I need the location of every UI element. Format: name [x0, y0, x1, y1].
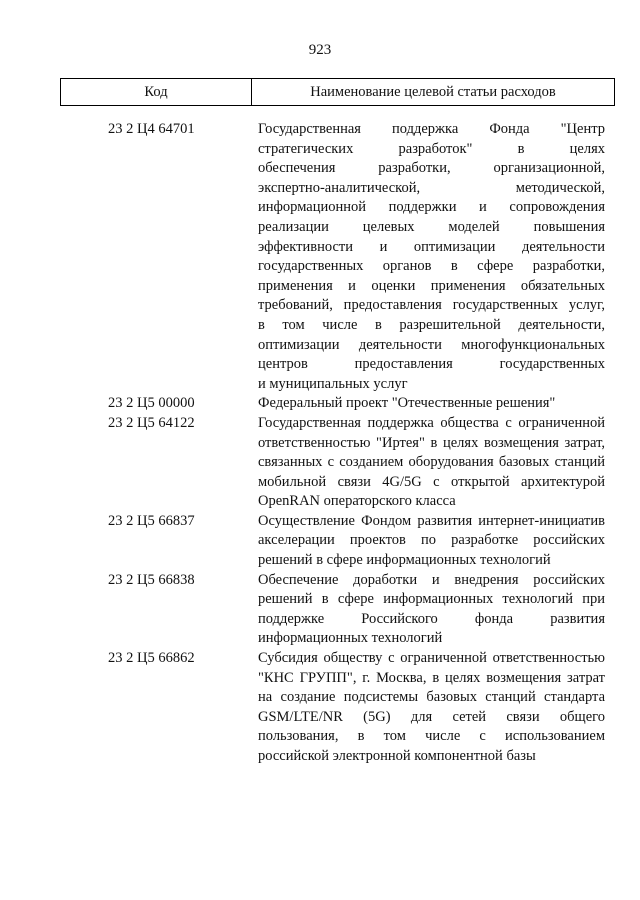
- row-code: 23 2 Ц4 64701: [108, 121, 195, 137]
- description-line: Государственная поддержка общества с ограниченной: [258, 414, 605, 431]
- description-line: экспертно-аналитической, методической,: [258, 179, 605, 196]
- row-code: 23 2 Ц5 66838: [108, 571, 195, 588]
- description-line: решений в сфере информационных технологий при: [258, 591, 605, 608]
- description-line: решений в сфере информационных технологий: [258, 552, 551, 569]
- column-header-name: Наименование целевой статьи расходов: [310, 84, 556, 100]
- table-row: [0, 571, 640, 649]
- description-line: мобильной связи 4G/5G с открытой архитектурой: [258, 473, 605, 490]
- description-line: оптимизации деятельности многофункциональных: [258, 336, 605, 353]
- description-line: государственных органов в сфере разработки,: [258, 258, 605, 275]
- description-line: стратегических разработок" в целях: [258, 140, 605, 157]
- table-row: [0, 649, 640, 767]
- description-line: обеспечения разработки, организационной,: [258, 160, 605, 177]
- description-line: на создание подсистемы базовых станций стандарта: [258, 689, 605, 706]
- row-code: 23 2 Ц5 64122: [108, 414, 195, 431]
- table-row: [0, 414, 640, 512]
- description-line: информационных технологий: [258, 630, 443, 647]
- row-description: [258, 512, 605, 571]
- row-description: [258, 571, 605, 649]
- row-description: [258, 414, 605, 512]
- description-line: OpenRAN операторского класса: [258, 493, 456, 510]
- description-line: Федеральный проект "Отечественные решения": [258, 395, 556, 412]
- description-line: связанных с созданием оборудования базовых станций: [258, 454, 605, 471]
- description-line: эффективности и оптимизации деятельности: [258, 238, 605, 255]
- description-line: пользования, в том числе с использованием: [258, 728, 605, 745]
- table-body: [0, 120, 640, 767]
- description-line: центров предоставления государственных: [258, 356, 605, 373]
- row-code: 23 2 Ц5 66862: [108, 650, 195, 667]
- description-line: GSM/LTE/NR (5G) для сетей связи общего: [258, 708, 605, 725]
- row-description: [258, 394, 605, 414]
- description-line: ответственностью "Иртея" в целях возмещения затрат,: [258, 434, 605, 451]
- row-code: 23 2 Ц5 66837: [108, 512, 195, 529]
- description-line: применения и оценки применения обязательных: [258, 277, 605, 294]
- description-line: Обеспечение доработки и внедрения российских: [258, 571, 605, 588]
- description-line: информационной поддержки и сопровождения: [258, 199, 605, 216]
- row-code: 23 2 Ц5 00000: [108, 395, 195, 412]
- table-row: [0, 120, 640, 394]
- description-line: требований, предоставления государственных услуг,: [258, 297, 605, 314]
- description-line: в том числе в разрешительной деятельности,: [258, 316, 605, 333]
- description-line: поддержке Российского фонда развития: [258, 610, 605, 627]
- description-line: реализации целевых моделей повышения: [258, 218, 605, 235]
- description-line: и муниципальных услуг: [258, 375, 408, 392]
- description-line: Субсидия обществу с ограниченной ответственностью: [258, 650, 605, 667]
- description-line: "КНС ГРУПП", г. Москва, в целях возмещения затрат: [258, 669, 605, 686]
- table-row: [0, 512, 640, 571]
- table-row: [0, 394, 640, 414]
- description-line: Государственная поддержка Фонда "Центр: [258, 121, 605, 137]
- table-header: [60, 78, 615, 106]
- row-description: [258, 649, 605, 767]
- column-header-code: Код: [61, 79, 252, 105]
- description-line: российской электронной компонентной базы: [258, 748, 536, 764]
- description-line: Осуществление Фондом развития интернет-инициатив: [258, 512, 605, 529]
- row-description: [258, 120, 605, 394]
- page-number: 923: [308, 42, 332, 58]
- description-line: акселерации проектов по разработке российских: [258, 532, 605, 549]
